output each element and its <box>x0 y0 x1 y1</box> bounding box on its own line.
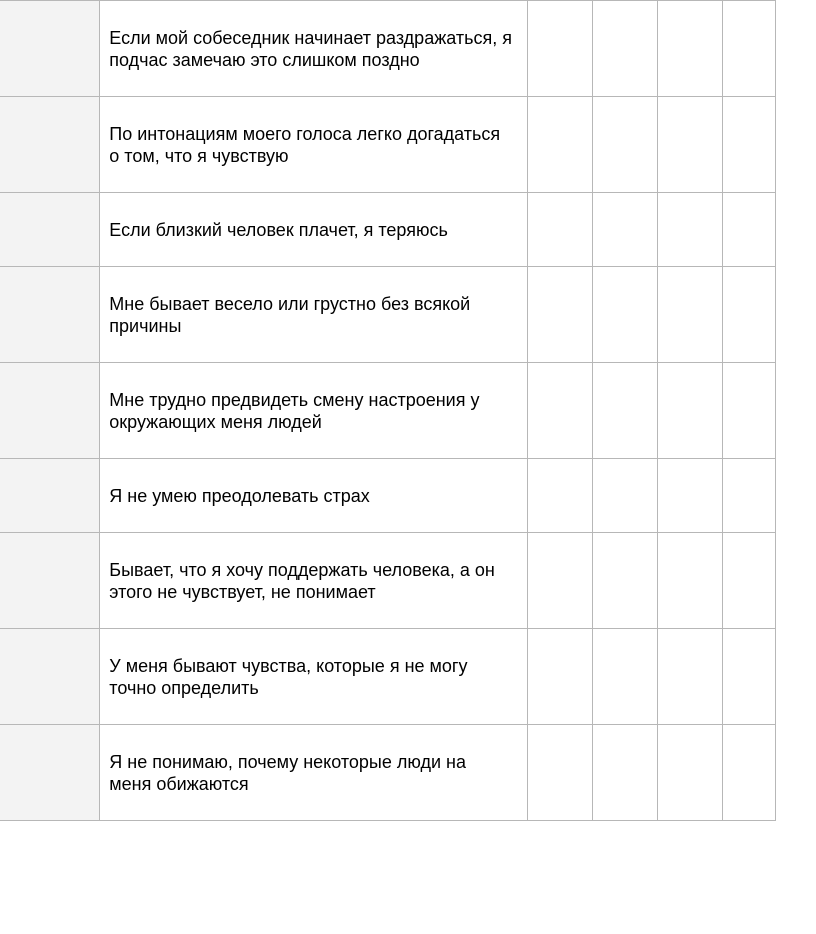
row-number <box>0 725 100 821</box>
answer-cell[interactable] <box>658 725 723 821</box>
answer-cell[interactable] <box>593 629 658 725</box>
statement-text: Я не умею преодолевать страх <box>100 459 528 533</box>
answer-cell[interactable] <box>527 725 592 821</box>
answer-cell[interactable] <box>593 193 658 267</box>
answer-cell[interactable] <box>723 97 776 193</box>
statement-text: Если мой собеседник начинает раздражаться, я подчас замечаю это слишком поздно <box>100 1 528 97</box>
table-row <box>0 533 776 629</box>
table-row <box>0 459 776 533</box>
statement-text: По интонациям моего голоса легко догадаться о том, что я чувствую <box>100 97 528 193</box>
statement-text: Если близкий человек плачет, я теряюсь <box>100 193 528 267</box>
answer-cell[interactable] <box>593 459 658 533</box>
table-row <box>0 363 776 459</box>
table-row <box>0 1 776 97</box>
answer-cell[interactable] <box>658 97 723 193</box>
row-number <box>0 363 100 459</box>
answer-cell[interactable] <box>723 267 776 363</box>
statement-text: Бывает, что я хочу поддержать человека, а он этого не чувствует, не понимает <box>100 533 528 629</box>
answer-cell[interactable] <box>723 629 776 725</box>
answer-cell[interactable] <box>723 459 776 533</box>
row-number <box>0 97 100 193</box>
row-number <box>0 459 100 533</box>
row-number <box>0 193 100 267</box>
row-number <box>0 1 100 97</box>
statement-text: Я не понимаю, почему некоторые люди на меня обижаются <box>100 725 528 821</box>
answer-cell[interactable] <box>658 459 723 533</box>
table-row <box>0 725 776 821</box>
answer-cell[interactable] <box>527 193 592 267</box>
table-row <box>0 193 776 267</box>
answer-cell[interactable] <box>658 193 723 267</box>
table-row <box>0 97 776 193</box>
statement-text: Мне трудно предвидеть смену настроения у окружающих меня людей <box>100 363 528 459</box>
answer-cell[interactable] <box>527 97 592 193</box>
answer-cell[interactable] <box>527 1 592 97</box>
answer-cell[interactable] <box>658 267 723 363</box>
answer-cell[interactable] <box>658 363 723 459</box>
answer-cell[interactable] <box>593 267 658 363</box>
answer-cell[interactable] <box>658 1 723 97</box>
answer-cell[interactable] <box>723 193 776 267</box>
statement-text: Мне бывает весело или грустно без всякой причины <box>100 267 528 363</box>
answer-cell[interactable] <box>527 533 592 629</box>
row-number <box>0 533 100 629</box>
answer-cell[interactable] <box>527 459 592 533</box>
answer-cell[interactable] <box>658 629 723 725</box>
answer-cell[interactable] <box>593 533 658 629</box>
row-number <box>0 267 100 363</box>
answer-cell[interactable] <box>527 267 592 363</box>
answer-cell[interactable] <box>593 725 658 821</box>
answer-cell[interactable] <box>593 97 658 193</box>
answer-cell[interactable] <box>527 629 592 725</box>
table-row <box>0 629 776 725</box>
answer-cell[interactable] <box>723 363 776 459</box>
answer-cell[interactable] <box>527 363 592 459</box>
row-number <box>0 629 100 725</box>
answer-cell[interactable] <box>723 533 776 629</box>
answer-cell[interactable] <box>723 725 776 821</box>
answer-cell[interactable] <box>593 1 658 97</box>
table-row <box>0 267 776 363</box>
answer-cell[interactable] <box>723 1 776 97</box>
answer-cell[interactable] <box>658 533 723 629</box>
answer-cell[interactable] <box>593 363 658 459</box>
statement-text: У меня бывают чувства, которые я не могу точно определить <box>100 629 528 725</box>
